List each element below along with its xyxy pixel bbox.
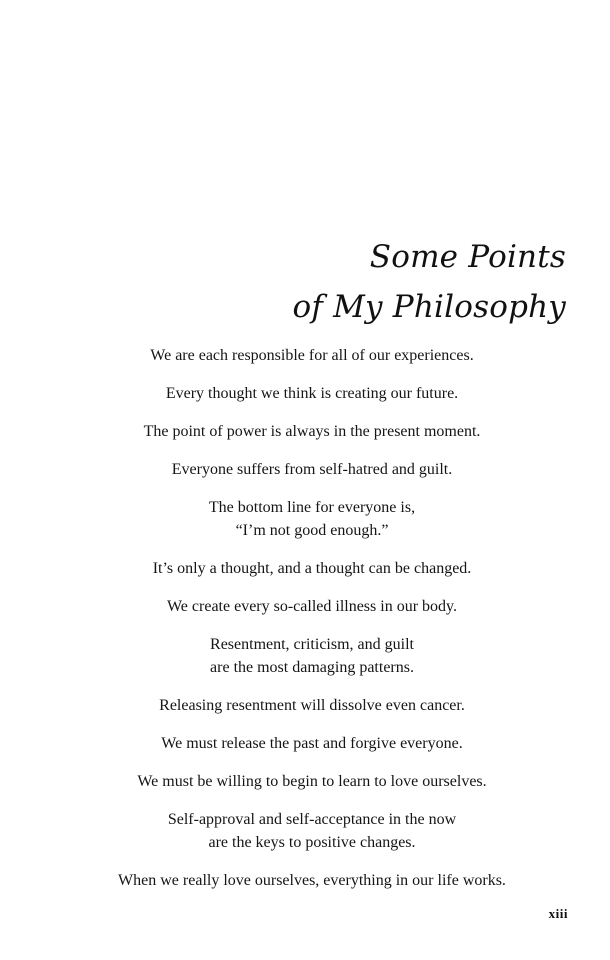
point-line: We must release the past and forgive everyone. bbox=[161, 735, 463, 752]
chapter-title bbox=[292, 232, 566, 332]
point-item bbox=[0, 420, 610, 443]
point-line: We must be willing to begin to learn to love ourselves. bbox=[137, 773, 487, 790]
point-item bbox=[0, 344, 610, 367]
point-line: are the keys to positive changes. bbox=[208, 834, 416, 851]
point-item bbox=[0, 496, 610, 542]
point-line: Resentment, criticism, and guilt bbox=[210, 636, 414, 653]
point-line: We are each responsible for all of our experiences. bbox=[150, 347, 474, 364]
title-line-1: Some Points bbox=[369, 239, 566, 275]
point-item bbox=[0, 633, 610, 679]
page-number: xiii bbox=[548, 906, 568, 921]
title-line-2: of My Philosophy bbox=[292, 289, 566, 325]
point-item bbox=[0, 382, 610, 405]
point-item bbox=[0, 694, 610, 717]
point-item bbox=[0, 458, 610, 481]
point-line: The point of power is always in the present moment. bbox=[143, 423, 481, 440]
point-line: Self-approval and self-acceptance in the now bbox=[167, 811, 457, 828]
point-item bbox=[0, 869, 610, 892]
point-line: are the most damaging patterns. bbox=[210, 659, 414, 676]
point-item bbox=[0, 557, 610, 580]
point-item bbox=[0, 732, 610, 755]
philosophy-points-list bbox=[0, 344, 610, 907]
point-item bbox=[0, 808, 610, 854]
point-line: Every thought we think is creating our future. bbox=[165, 385, 459, 402]
point-line: When we really love ourselves, everything in our life works. bbox=[118, 872, 506, 889]
point-item bbox=[0, 770, 610, 793]
point-line: The bottom line for everyone is, bbox=[208, 499, 416, 516]
point-line: We create every so-called illness in our body. bbox=[166, 598, 457, 615]
point-line: It’s only a thought, and a thought can be changed. bbox=[152, 560, 472, 577]
point-line: Releasing resentment will dissolve even cancer. bbox=[159, 697, 465, 714]
point-line: “I’m not good enough.” bbox=[235, 522, 389, 539]
point-line: Everyone suffers from self-hatred and guilt. bbox=[171, 461, 453, 478]
point-item bbox=[0, 595, 610, 618]
